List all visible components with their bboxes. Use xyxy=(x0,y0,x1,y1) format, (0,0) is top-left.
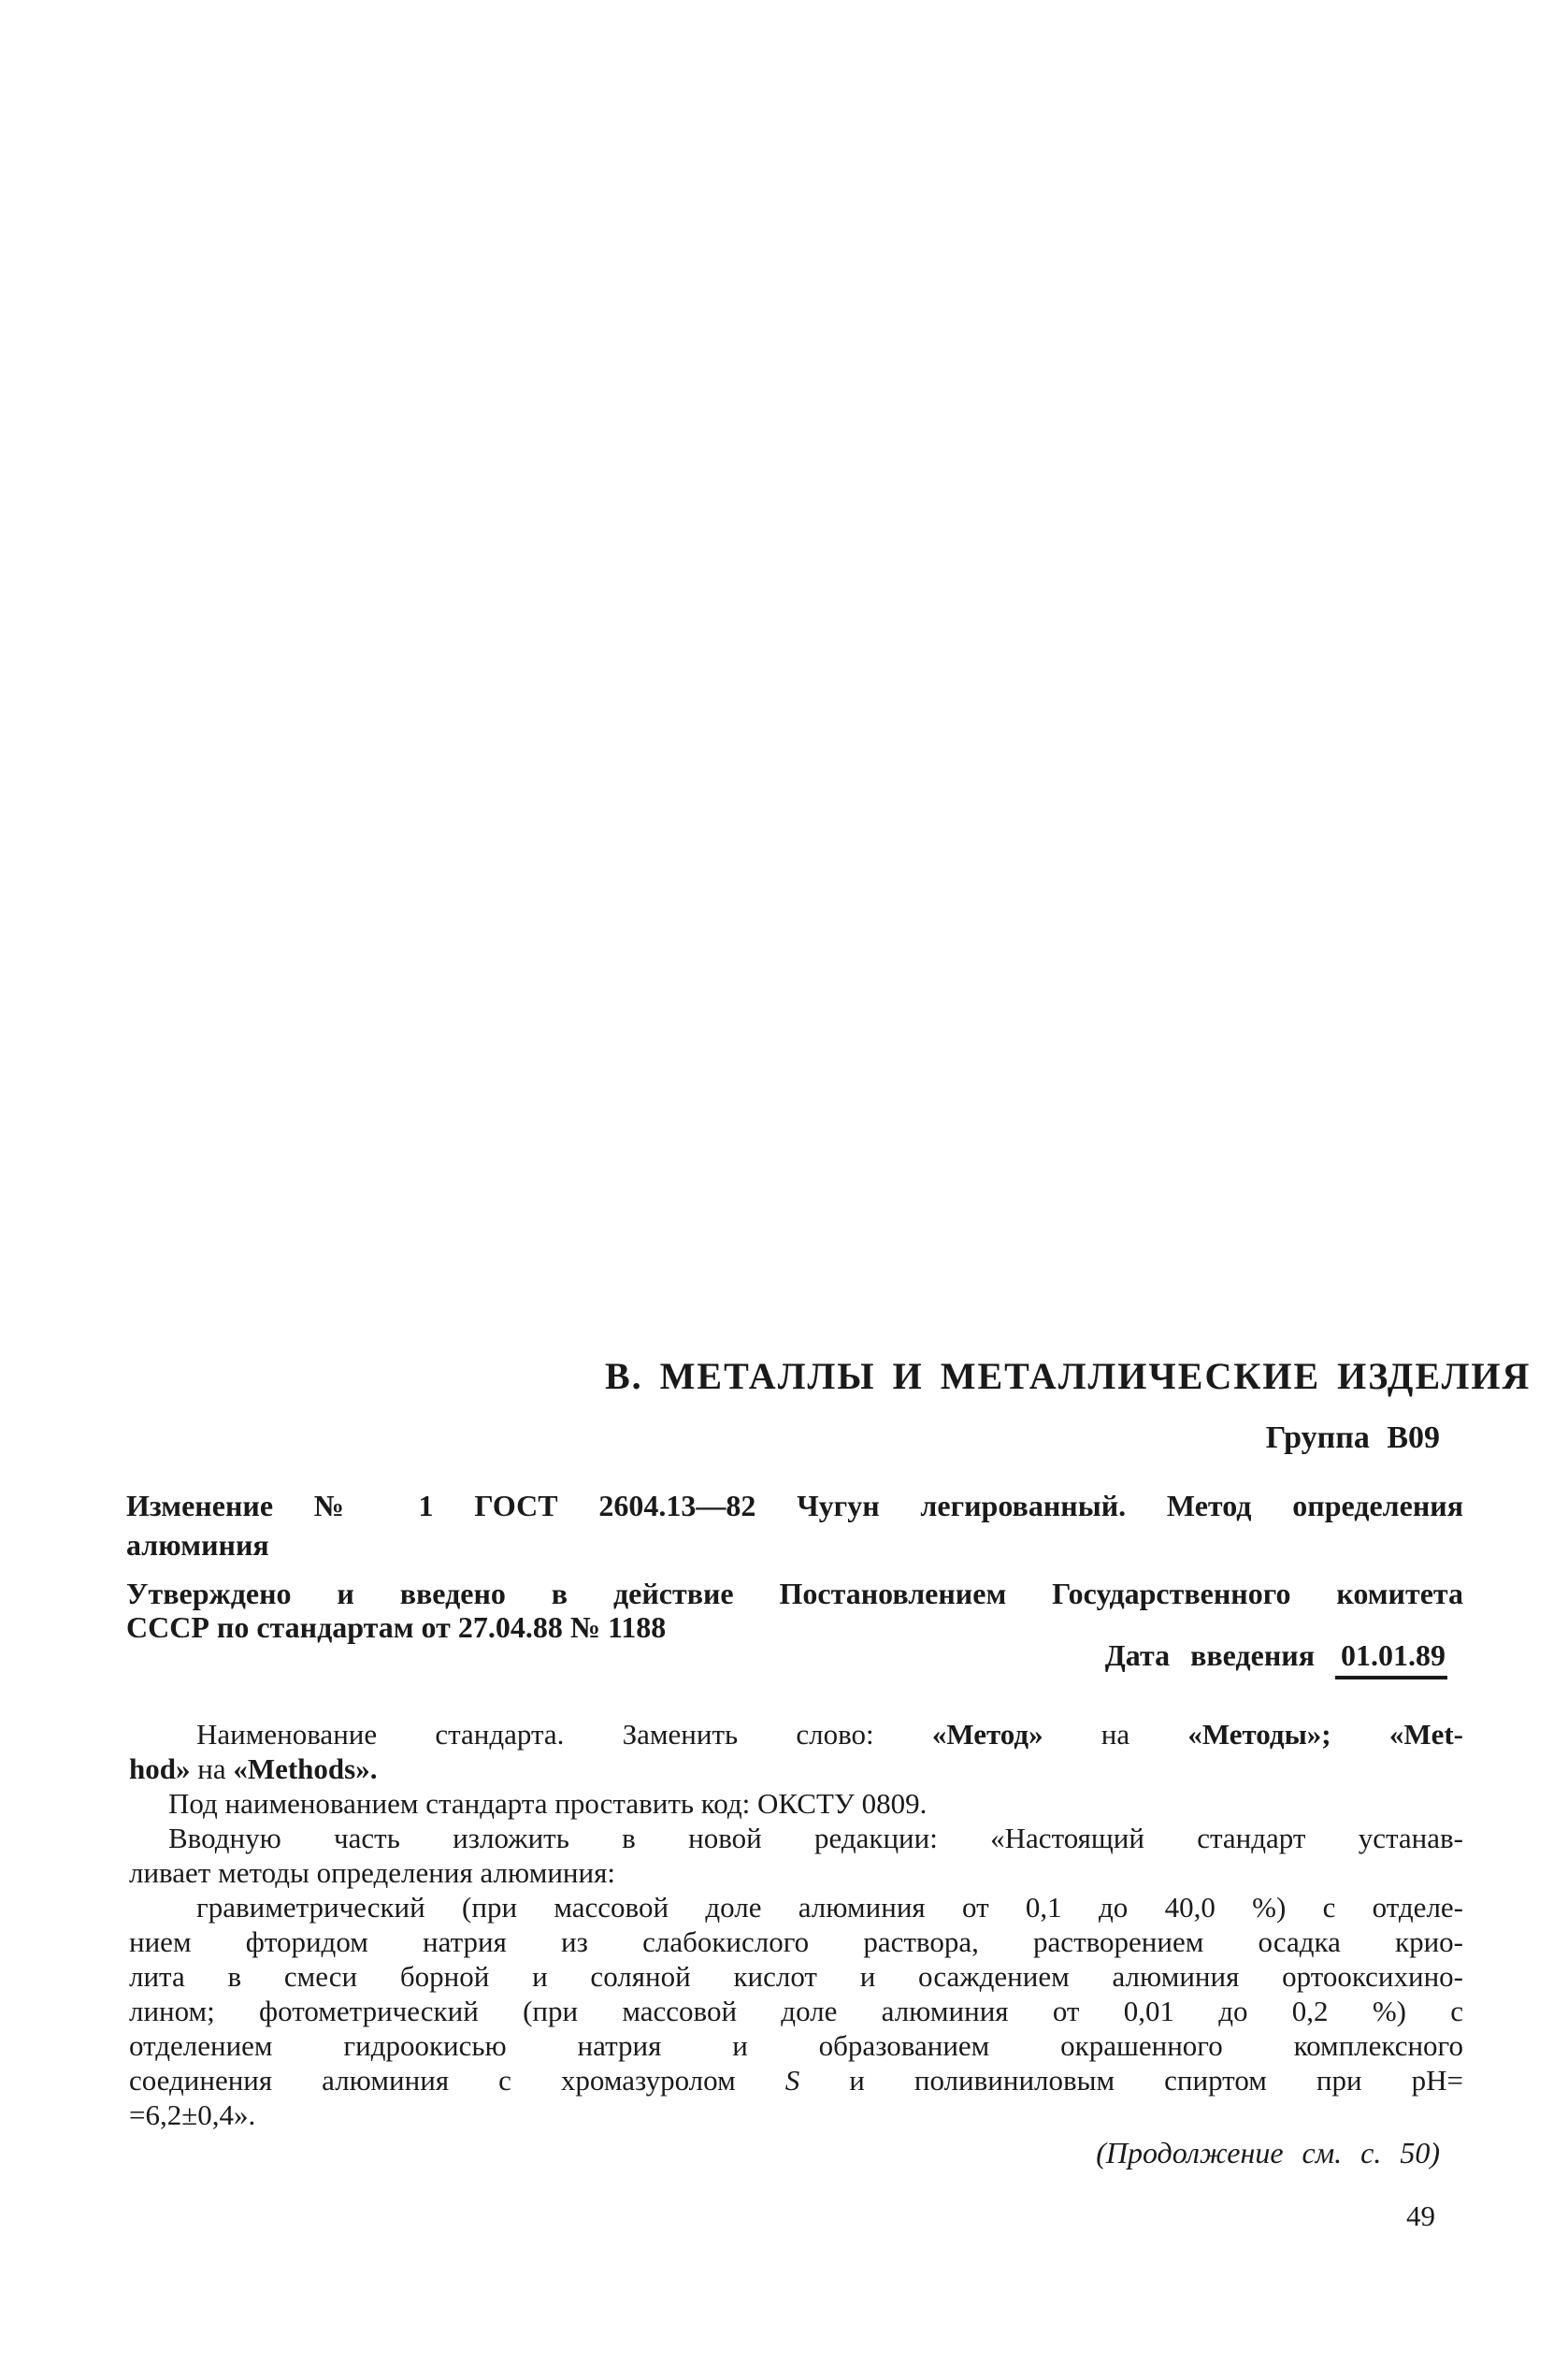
amendment-body-text xyxy=(129,1717,1463,2132)
body-line xyxy=(129,1994,1463,2028)
amendment-title-line-1: Изменение № 1 ГОСТ 2604.13—82 Чугун легированный. Метод определения xyxy=(126,1489,1463,1522)
text-segment: «Методы»; xyxy=(1187,1718,1331,1751)
text-segment: =6,2±0,4». xyxy=(129,2098,256,2131)
text-segment: на xyxy=(190,1752,234,1785)
section-title: В. МЕТАЛЛЫ И МЕТАЛЛИЧЕСКИЕ ИЗДЕЛИЯ xyxy=(605,1355,1532,1397)
approval-statement-line-2: СССР по стандартам от 27.04.88 № 1188 xyxy=(126,1610,667,1644)
continuation-note: (Продолжение см. с. 50) xyxy=(1096,2136,1440,2169)
text-segment: S xyxy=(784,2064,800,2097)
body-line xyxy=(129,1821,1463,1855)
text-segment: нием фторидом натрия из слабокислого раствора, растворением осадка крио- xyxy=(129,1925,1463,1958)
page-number: 49 xyxy=(1406,2199,1435,2232)
text-segment: hod» xyxy=(129,1752,191,1785)
text-segment: лита в смеси борной и соляной кислот и осаждением алюминия ортооксихино- xyxy=(129,1960,1463,1993)
text-segment: «Methods». xyxy=(233,1752,378,1785)
body-line xyxy=(129,2063,1463,2097)
body-line xyxy=(129,1751,1463,1786)
body-line xyxy=(129,1959,1463,1994)
text-segment: Под наименованием стандарта проставить код: ОКСТУ 0809. xyxy=(168,1787,928,1820)
date-value-underlined: 01.01.89 xyxy=(1335,1638,1447,1679)
body-line xyxy=(129,1717,1463,1751)
text-segment: гравиметрический (при массовой доле алюминия от 0,1 до 40,0 %) с отделе- xyxy=(196,1891,1463,1924)
text-segment: и поливиниловым спиртом при рН= xyxy=(799,2064,1463,2097)
text-segment: Наименование стандарта. Заменить слово: xyxy=(196,1718,932,1751)
group-code-label: Группа В09 xyxy=(1265,1420,1440,1455)
body-line xyxy=(129,2028,1463,2063)
amendment-title-line-2: алюминия xyxy=(126,1528,269,1562)
text-segment: «Метод» xyxy=(931,1718,1043,1751)
text-segment: ливает методы определения алюминия: xyxy=(129,1856,615,1889)
body-line xyxy=(129,1855,1463,1890)
body-line xyxy=(129,1924,1463,1959)
date-of-introduction xyxy=(126,1638,1447,1679)
body-line xyxy=(129,2097,1463,2132)
text-segment xyxy=(1331,1718,1389,1751)
approval-statement-line-1: Утверждено и введено в действие Постановлением Государственного комитета xyxy=(126,1577,1463,1610)
text-segment: лином; фотометрический (при массовой доле алюминия от 0,01 до 0,2 %) с xyxy=(129,1995,1463,2027)
text-segment: отделением гидроокисью натрия и образованием окрашенного комплексного xyxy=(129,2029,1463,2062)
date-label: Дата введения xyxy=(1104,1638,1315,1672)
body-line xyxy=(129,1786,1463,1821)
text-segment: соединения алюминия с хромазуролом xyxy=(129,2064,785,2097)
body-line xyxy=(129,1890,1463,1924)
text-segment: Вводную часть изложить в новой редакции: «Настоящий стандарт устанав- xyxy=(168,1822,1463,1854)
text-segment: на xyxy=(1043,1718,1188,1751)
text-segment: «Met- xyxy=(1388,1718,1463,1751)
